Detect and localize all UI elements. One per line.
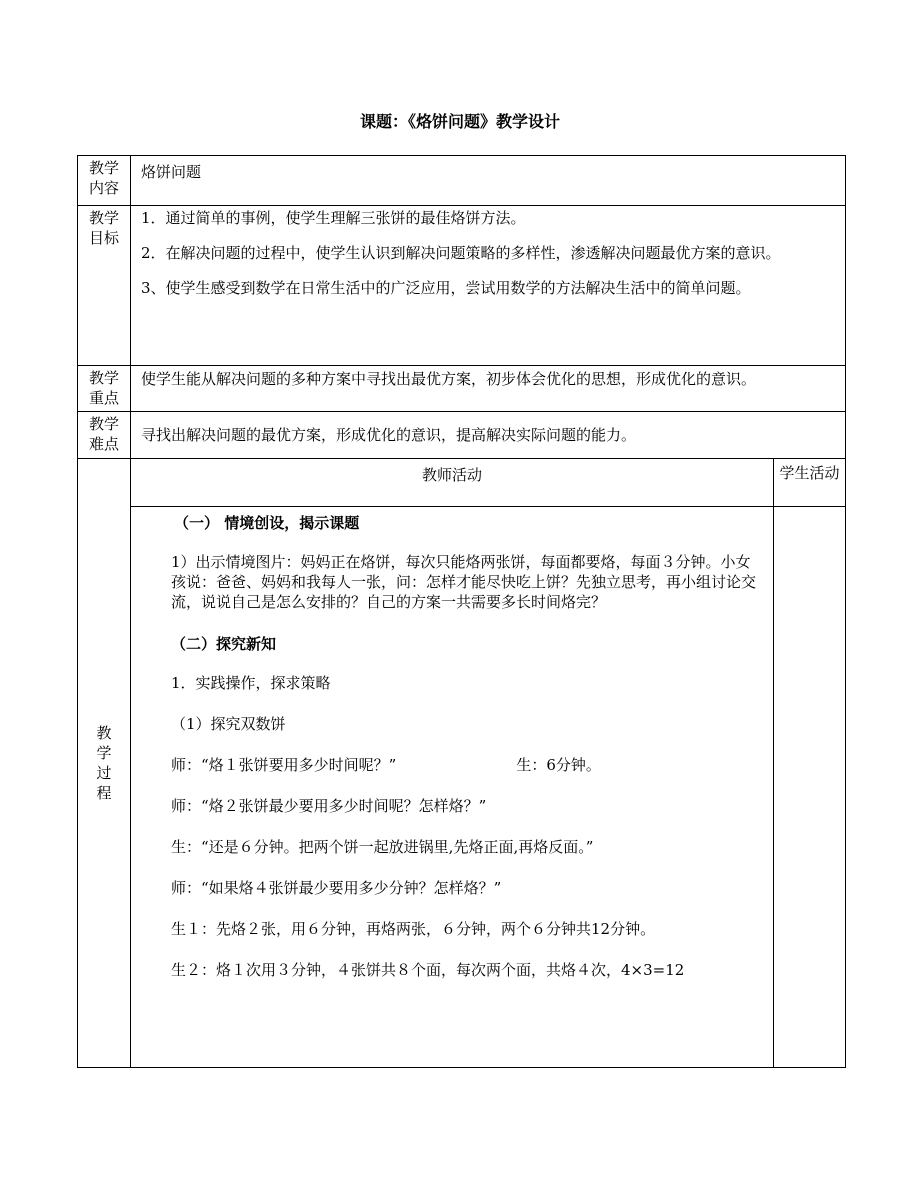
label-line: 内容 xyxy=(88,179,119,197)
label-char: 教 xyxy=(96,724,112,742)
dialog-line: 生２：烙１次用３分钟，４张饼共８个面，每次两个面，共烙４次，4×3=12 xyxy=(171,961,685,979)
page-title: 课题：《烙饼问题》教学设计 xyxy=(359,112,560,131)
paragraph: （1）探究双数饼 xyxy=(171,715,286,733)
goal-item: 3、使学生感受到数学在日常生活中的广泛应用，尝试用数学的方法解决生活中的简单问题。 xyxy=(141,279,751,297)
label-line: 教学 xyxy=(88,209,119,227)
teacher-activity-content xyxy=(131,507,774,1068)
dialog-answer: 生：6分钟。 xyxy=(516,756,601,774)
row-process-body xyxy=(78,507,846,1068)
teacher-activity-header: 教师活动 xyxy=(131,459,774,507)
goals-value xyxy=(131,206,846,366)
label-char: 程 xyxy=(96,784,112,802)
label-line: 教学 xyxy=(88,369,119,387)
dialog-line xyxy=(171,755,765,775)
label-line: 教学 xyxy=(88,415,119,433)
label-line: 教学 xyxy=(88,159,119,177)
label-process xyxy=(78,459,131,1068)
student-activity-header: 学生活动 xyxy=(774,459,846,507)
dialog-line: 师：“烙２张饼最少要用多少时间呢？怎样烙？” xyxy=(171,797,487,815)
row-difficulties xyxy=(78,412,846,459)
key-points-value: 使学生能从解决问题的多种方案中寻找出最优方案，初步体会优化的思想，形成优化的意识。 xyxy=(131,366,846,412)
label-line: 难点 xyxy=(88,435,119,453)
student-activity-content xyxy=(774,507,846,1068)
label-char: 过 xyxy=(96,764,112,782)
label-line: 目标 xyxy=(88,229,119,247)
goal-item: 2．在解决问题的过程中，使学生认识到解决问题策略的多样性，渗透解决问题最优方案的意识。 xyxy=(141,244,781,262)
difficulties-value: 寻找出解决问题的最优方案，形成优化的意识，提高解决实际问题的能力。 xyxy=(131,412,846,459)
row-key-points xyxy=(78,366,846,412)
label-line: 重点 xyxy=(88,389,119,407)
section-heading: （二）探究新知 xyxy=(171,635,277,653)
label-key-points xyxy=(78,366,131,412)
label-difficulties xyxy=(78,412,131,459)
dialog-question: 师：“烙１张饼要用多少时间呢？” xyxy=(171,756,397,774)
label-goals xyxy=(78,206,131,366)
row-goals xyxy=(78,206,846,366)
label-content xyxy=(78,156,131,206)
dialog-line: 生１：先烙２张，用６分钟，再烙两张，６分钟，两个６分钟共12分钟。 xyxy=(171,920,656,938)
row-process-header xyxy=(78,459,846,507)
content-value: 烙饼问题 xyxy=(131,156,846,206)
row-content xyxy=(78,156,846,206)
label-char: 学 xyxy=(96,744,112,762)
paragraph: 1）出示情境图片：妈妈正在烙饼，每次只能烙两张饼，每面都要烙，每面３分钟。小女孩说：爸爸、妈妈和我每人一张，问：怎样才能尽快吃上饼？先独立思考，再小组讨论交流，说说自己是怎么安排的？自己的方案一共需要多长时间烙完？ xyxy=(171,553,757,611)
dialog-line: 师：“如果烙４张饼最少要用多少分钟？怎样烙？” xyxy=(171,879,502,897)
paragraph: 1．实践操作，探求策略 xyxy=(171,674,331,692)
dialog-line: 生：“还是６分钟。把两个饼一起放进锅里,先烙正面,再烙反面。” xyxy=(171,838,594,856)
lesson-plan-table xyxy=(77,155,846,1068)
section-heading: （一） 情境创设，揭示课题 xyxy=(174,514,360,532)
goal-item: 1．通过简单的事例，使学生理解三张饼的最佳烙饼方法。 xyxy=(141,209,526,227)
